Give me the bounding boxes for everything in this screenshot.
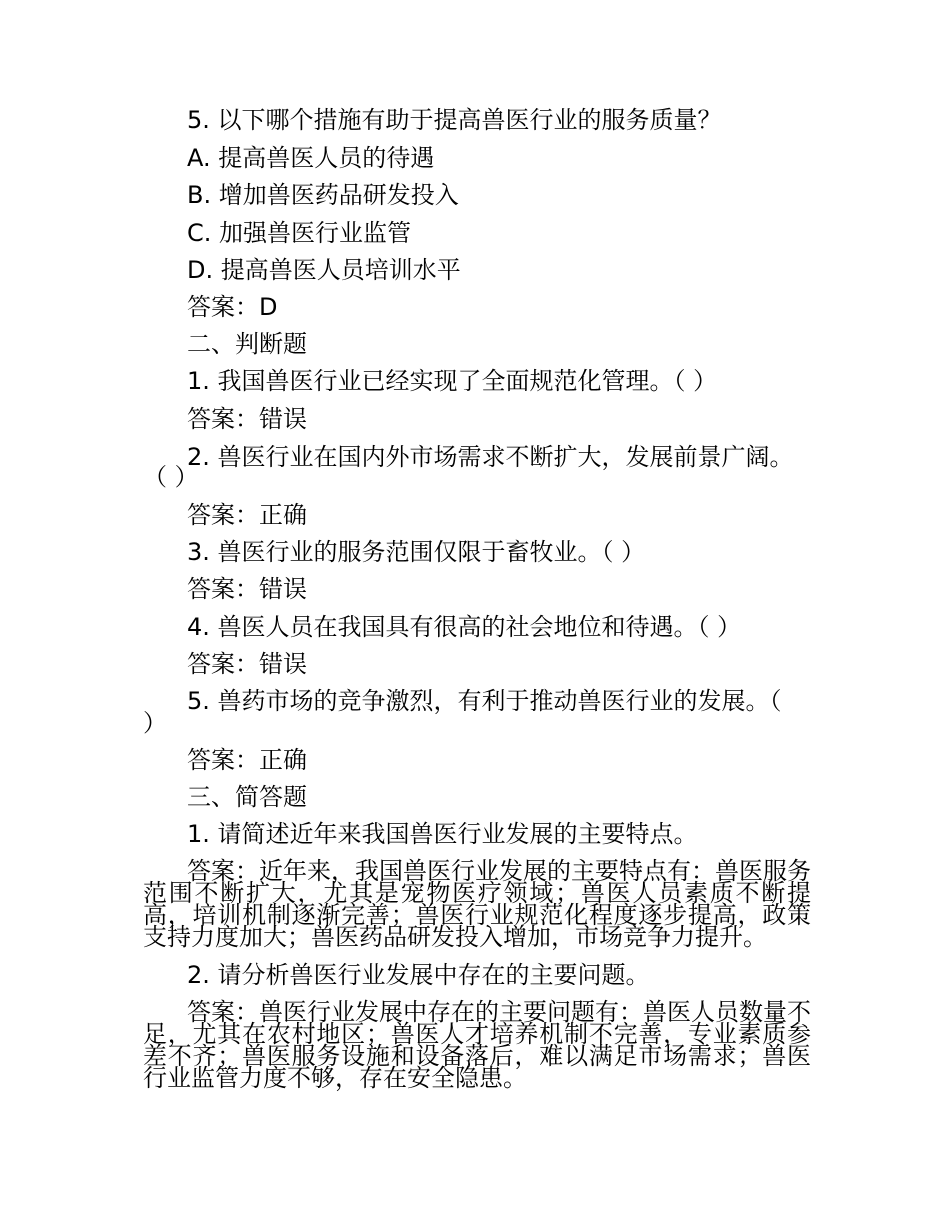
tf-question-4: 4. 兽医人员在我国具有很高的社会地位和待遇。（ ） [187, 613, 742, 641]
sa-question-1: 1. 请简述近年来我国兽医行业发展的主要特点。 [187, 820, 698, 848]
sa-answer-1: 答案：近年来，我国兽医行业发展的主要特点有：兽医服务范围不断扩大，尤其是宠物医疗领域；兽医人员素质不断提高，培训机制逐渐完善；兽医行业规范化程度逐步提高，政策支持力度加大；兽医药品研发投入增加，市场竞争力提升。 [143, 857, 811, 951]
tf-answer-3: 答案：错误 [187, 575, 307, 603]
tf-question-3: 3. 兽医行业的服务范围仅限于畜牧业。（ ） [187, 538, 646, 566]
tf-answer-1: 答案：错误 [187, 405, 307, 433]
section-heading-short-answer: 三、简答题 [187, 783, 307, 811]
option-c: C. 加强兽医行业监管 [187, 219, 412, 247]
tf-answer-2: 答案：正确 [187, 501, 307, 529]
option-d: D. 提高兽医人员培训水平 [187, 256, 461, 284]
tf-question-2: 2. 兽医行业在国内外市场需求不断扩大，发展前景广阔。 [187, 443, 794, 471]
section-heading-true-false: 二、判断题 [187, 330, 307, 358]
tf-answer-4: 答案：错误 [187, 650, 307, 678]
tf-question-5: 5. 兽药市场的竞争激烈，有利于推动兽医行业的发展。（ [187, 687, 782, 715]
mc-question-5: 5. 以下哪个措施有助于提高兽医行业的服务质量？ [187, 106, 722, 134]
sa-question-2: 2. 请分析兽医行业发展中存在的主要问题。 [187, 961, 650, 989]
option-b: B. 增加兽医药品研发投入 [187, 181, 459, 209]
tf-question-1: 1. 我国兽医行业已经实现了全面规范化管理。（ ） [187, 367, 718, 395]
sa-answer-2: 答案：兽医行业发展中存在的主要问题有：兽医人员数量不足，尤其在农村地区；兽医人才培养机制不完善，专业素质参差不齐；兽医服务设施和设备落后，难以满足市场需求；兽医行业监管力度不够，存在安全隐患。 [143, 998, 811, 1092]
mc-answer: 答案：D [187, 293, 278, 321]
tf-answer-5: 答案：正确 [187, 746, 307, 774]
tf-question-5-continuation: ） [143, 709, 167, 737]
option-a: A. 提高兽医人员的待遇 [187, 144, 435, 172]
tf-question-2-continuation: （ ） [143, 463, 199, 491]
